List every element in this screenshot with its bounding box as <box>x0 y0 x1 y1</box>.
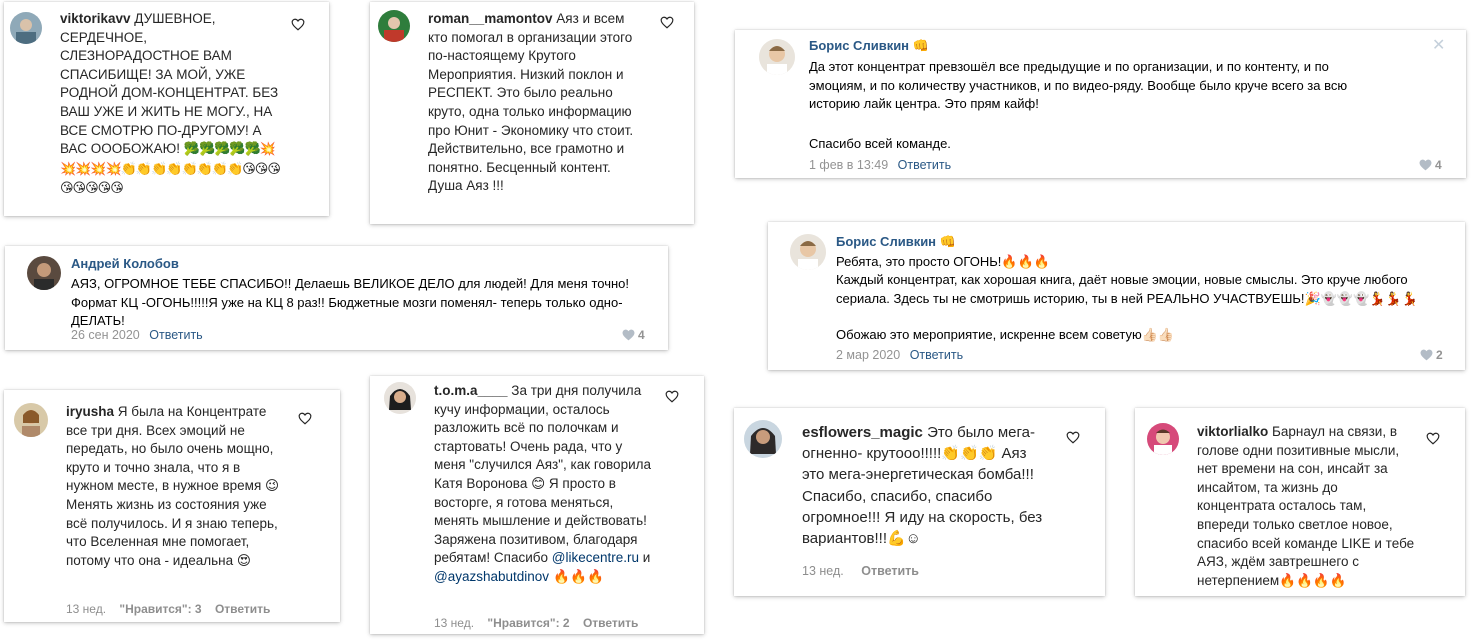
comment-time[interactable]: 13 нед. <box>802 564 844 578</box>
comment-text: Барнаул на связи, в голове одни позитивные мысли, нет времени на сон, инсайт за инсайтом, та жизнь до концентрата осталось там, впереди только светлое новое, спасибо всей команде LIKE и тебе АЯЗ, ждём завтрешнего с нетерпением🔥🔥🔥🔥 <box>1197 424 1415 588</box>
comment-text: Аяз и всем кто помогал в организации этого по-настоящему Крутого Мероприятия. Низкий поклон и РЕСПЕКТ. Это было реально круто, одна только информацию про Юнит - Экономику что стоит. Действительно, все грамотно и понятно. Бесценный контент. Душа Аяз !!! <box>428 11 634 194</box>
mention-ayazshabutdinov[interactable]: @ayazshabutdinov <box>434 568 550 584</box>
reply-link[interactable]: Ответить <box>909 348 964 362</box>
like-counter[interactable] <box>1420 348 1443 362</box>
comment-card-esflowers-magic <box>734 408 1105 596</box>
heart-icon <box>622 329 635 341</box>
comment-author-line <box>809 37 929 57</box>
comment-body <box>66 403 288 570</box>
comment-text-2: Спасибо всей команде. <box>809 136 951 151</box>
avatar[interactable] <box>27 256 61 290</box>
mention-likecentre[interactable]: @likecentre.ru <box>551 550 640 566</box>
comment-meta <box>71 328 203 342</box>
comment-text-line-2: Каждый концентрат, как хорошая книга, даёт новые эмоции, новые смыслы. Это круче любого сериала. Здесь ты не смотришь историю, ты в ней РЕАЛЬНО УЧАСТВУЕШЬ!🎉👻👻👻💃💃💃 <box>836 272 1418 306</box>
reply-link[interactable]: Ответить <box>582 616 639 630</box>
comment-card-toma <box>370 376 704 634</box>
comment-date[interactable]: 26 сен 2020 <box>71 328 140 342</box>
avatar[interactable] <box>790 234 826 270</box>
comment-text: За три дня получила кучу информации, осталось разложить всё по полочкам и стартовать! Очень рада, что у меня "случился Аяз", как говорила Катя Воронова 😊 Я просто в восторге, я готова меняться, менять мышление и действовать! Заряжена позитивом, благодаря ребятам! Спасибо <box>434 383 652 566</box>
heart-icon[interactable] <box>1066 431 1080 444</box>
heart-icon[interactable] <box>291 18 305 31</box>
comment-card-viktorikavv <box>4 2 329 216</box>
likes-count[interactable]: "Нравится": 3 <box>119 602 202 616</box>
comment-date[interactable]: 2 мар 2020 <box>836 348 901 362</box>
avatar[interactable] <box>1147 423 1179 455</box>
reply-link[interactable]: Ответить <box>149 328 203 342</box>
like-count: 4 <box>638 328 645 342</box>
comment-body <box>60 10 282 199</box>
comment-emoji: 🥦🥦🥦🥦🥦💥💥💥💥💥👏👏👏👏👏👏👏👏😘😘😘😘😘😘😘😘 <box>60 142 280 197</box>
avatar[interactable] <box>10 12 42 44</box>
avatar[interactable] <box>384 382 416 414</box>
comment-text: АЯЗ, ОГРОМНОЕ ТЕБЕ СПАСИБО!! Делаешь ВЕЛИКОЕ ДЕЛО для людей! Для меня точно! Формат КЦ -ОГОНЬ!!!!!Я уже на КЦ 8 раз!! Бюджетные мозги поменял- теперь только одно- ДЕЛАТЬ! <box>71 276 629 328</box>
author-name[interactable]: Андрей Колобов <box>71 256 179 271</box>
comment-text: Это было мега-огненно- крутооо!!!!!👏👏👏 Аяз это мега-энергетическая бомба!!! Спасибо, спасибо, спасибо огромное!!! Я иду на скорость, без вариантов!!!💪☺ <box>802 424 1043 548</box>
fist-emoji: 👊 <box>939 235 956 250</box>
comment-meta <box>802 564 929 578</box>
heart-icon[interactable] <box>660 16 674 29</box>
like-counter[interactable] <box>622 328 645 342</box>
comment-body <box>434 382 656 587</box>
comment-text: Да этот концентрат превзошёл все предыдущие и по организации, и по контенту, и по эмоциям, и по количеству участников, и по видео-ряду. Вообще было круче всего за всю историю лайк центра. Это прям кайф! <box>809 59 1348 111</box>
vk-comment-card-andrey <box>5 246 668 350</box>
comment-card-viktorlialko <box>1135 408 1465 596</box>
comment-meta <box>66 602 280 616</box>
fist-emoji: 👊 <box>912 39 929 54</box>
comment-meta <box>809 158 951 172</box>
author-name[interactable]: Борис Сливкин <box>836 234 937 249</box>
likes-count[interactable]: "Нравится": 2 <box>487 616 570 630</box>
like-count: 4 <box>1435 158 1442 172</box>
comment-body <box>802 422 1052 549</box>
avatar[interactable] <box>759 39 795 75</box>
fire-emoji: 🔥🔥🔥 <box>549 568 604 585</box>
heart-icon <box>1419 159 1432 171</box>
comment-card-roman-mamontov <box>370 2 694 224</box>
comment-text-mid: и <box>639 550 651 566</box>
username[interactable]: t.o.m.a____ <box>434 383 508 398</box>
username[interactable]: iryusha <box>66 404 115 419</box>
avatar[interactable] <box>14 403 48 437</box>
like-count: 2 <box>1436 348 1443 362</box>
comment-text-line-1: Ребята, это просто ОГОНЬ!🔥🔥🔥 <box>836 254 1050 269</box>
comment-body <box>1197 423 1419 590</box>
close-icon[interactable]: ✕ <box>1432 37 1446 54</box>
comment-author-line <box>836 233 956 253</box>
comment-text: Я была на Концентрате все три дня. Всех эмоций не передать, но было очень мощно, круто и точно знала, что я в нужном месте, в нужное время 😉 Менять жизнь из состояния уже всё получилось. И я знаю теперь, что Вселенная мне помогает, потому что она - идеальна 😍 <box>66 404 280 568</box>
author-name[interactable]: Борис Сливкин <box>809 38 910 53</box>
avatar[interactable] <box>378 10 410 42</box>
comment-meta <box>836 348 963 362</box>
comment-time[interactable]: 13 нед. <box>66 602 107 616</box>
comment-meta <box>434 616 648 630</box>
comment-time[interactable]: 13 нед. <box>434 616 475 630</box>
heart-icon <box>1420 349 1433 361</box>
heart-icon[interactable] <box>665 390 679 403</box>
comment-card-iryusha <box>4 390 340 622</box>
reply-link[interactable]: Ответить <box>897 158 952 172</box>
reply-link[interactable]: Ответить <box>214 602 271 616</box>
username[interactable]: viktorikavv <box>60 11 131 26</box>
vk-comment-card-boris-1 <box>735 30 1466 178</box>
comment-date[interactable]: 1 фев в 13:49 <box>809 158 889 172</box>
avatar[interactable] <box>744 420 782 458</box>
vk-comment-card-boris-2 <box>768 222 1465 370</box>
username[interactable]: roman__mamontov <box>428 11 553 26</box>
heart-icon[interactable] <box>298 412 312 425</box>
reply-link[interactable]: Ответить <box>861 564 919 578</box>
heart-icon[interactable] <box>1426 432 1440 445</box>
like-counter[interactable] <box>1419 158 1442 172</box>
username[interactable]: viktorlialko <box>1197 424 1269 439</box>
comment-text-line-3: Обожаю это мероприятие, искренне всем советую👍🏻👍🏻 <box>836 327 1175 342</box>
comment-text: ДУШЕВНОЕ, СЕРДЕЧНОЕ, СЛЕЗНОРАДОСТНОЕ ВАМ СПАСИБИЩЕ! ЗА МОЙ, УЖЕ РОДНОЙ ДОМ-КОНЦЕНТРАТ. БЕЗ ВАШ УЖЕ И ЖИТЬ НЕ МОГУ., НА ВСЕ СМОТРЮ ПО-ДРУГОМУ! А ВАС ОООБОЖАЮ! <box>60 11 279 157</box>
comment-body <box>428 10 644 196</box>
username[interactable]: esflowers_magic <box>802 424 923 441</box>
